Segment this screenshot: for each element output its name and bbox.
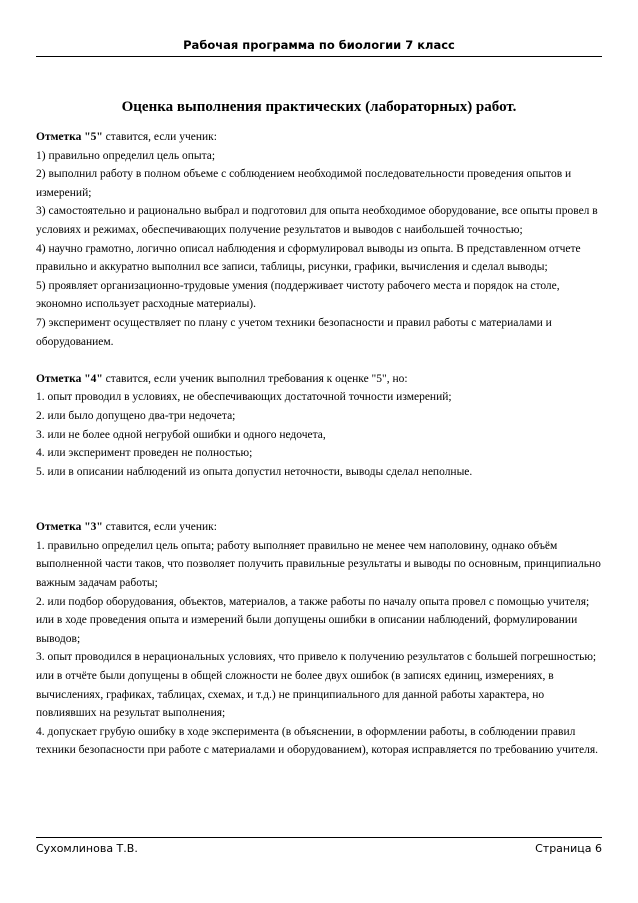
criterion-item: 7) эксперимент осуществляет по плану с учетом техники безопасности и правил работы с материалами и оборудованием.	[36, 316, 552, 348]
grade-condition: ставится, если ученик выполнил требования к оценке "5", но:	[102, 372, 408, 385]
grade-condition: ставится, если ученик:	[102, 521, 217, 534]
criterion-item: 3. опыт проводился в нерациональных условиях, что привело к получению результатов с большей погрешностью; или в отчёте были допущены в общей сложности не более двух ошибок (в записях единиц, измерениях, в вычислениях, графиках, таблицах, схемах, и т.д.) не принципиального для данной работы характера, но повлиявших на результат выполнения;	[36, 651, 597, 720]
grade-label: Отметка "5"	[36, 131, 103, 143]
page-header-title: Рабочая программа по биологии 7 класс	[183, 38, 455, 52]
section-heading	[36, 370, 602, 389]
criterion-item: 5. или в описании наблюдений из опыта допустил неточности, выводы сделал неполные.	[36, 465, 473, 478]
criterion-item: 3. или не более одной негрубой ошибки и одного недочета,	[36, 428, 326, 441]
criterion-item: 2) выполнил работу в полном объеме с соблюдением необходимой последовательности проведения опытов и измерений;	[36, 168, 572, 199]
section-heading	[36, 518, 602, 537]
section-spacer	[36, 351, 602, 370]
criterion-item: 4. допускает грубую ошибку в ходе эксперимента (в объяснении, в оформлении работы, в соблюдении правил техники безопасности при работе с материалами и оборудованием), которая исправляется по требованию учителя.	[36, 725, 599, 757]
section-spacer	[36, 481, 602, 518]
footer-page-number: Страница 6	[535, 842, 602, 855]
grade-condition: ставится, если ученик:	[102, 131, 217, 143]
criterion-item: 2. или подбор оборудования, объектов, материалов, а также работы по началу опыта провел с помощью учителя; или в ходе проведения опыта и измерений были допущены ошибки в описании наблюдений, формулировании выводов;	[36, 595, 590, 645]
section-grade-5	[36, 128, 602, 351]
document-title: Оценка выполнения практических (лабораторных) работ.	[121, 99, 517, 115]
header-divider	[36, 56, 602, 57]
criterion-item: 3) самостоятельно и рационально выбрал и подготовил для опыта необходимое оборудование, все опыты провел в условиях и режимах, обеспечивающих получение результатов и выводов с наибольшей точностью;	[36, 205, 598, 236]
criterion-item: 4) научно грамотно, логично описал наблюдения и сформулировал выводы из опыта. В представленном отчете правильно и аккуратно выполнил все записи, таблицы, рисунки, графики, вычисления и сделал выводы;	[36, 242, 581, 274]
criterion-item: 2. или было допущено два-три недочета;	[36, 409, 236, 422]
section-grade-4	[36, 370, 602, 482]
criterion-item: 1. опыт проводил в условиях, не обеспечивающих достаточной точности измерений;	[36, 391, 452, 404]
footer-divider	[36, 837, 602, 838]
grade-label: Отметка "3"	[36, 521, 103, 534]
section-grade-3	[36, 518, 602, 760]
section-heading	[36, 128, 602, 147]
footer-author: Сухомлинова Т.В.	[36, 842, 138, 855]
criterion-item: 4. или эксперимент проведен не полностью;	[36, 447, 253, 460]
document-body	[36, 128, 602, 760]
grade-label: Отметка "4"	[36, 372, 103, 385]
criterion-item: 1. правильно определил цель опыта; работу выполняет правильно не менее чем наполовину, однако объём выполненной части таков, что позволяет получить правильные результаты и выводы по основным, принципиально важным задачам работы;	[36, 539, 601, 590]
criterion-item: 5) проявляет организационно-трудовые умения (поддерживает чистоту рабочего места и порядок на столе, экономно использует расходные материалы).	[36, 279, 560, 311]
criterion-item: 1) правильно определил цель опыта;	[36, 149, 216, 162]
